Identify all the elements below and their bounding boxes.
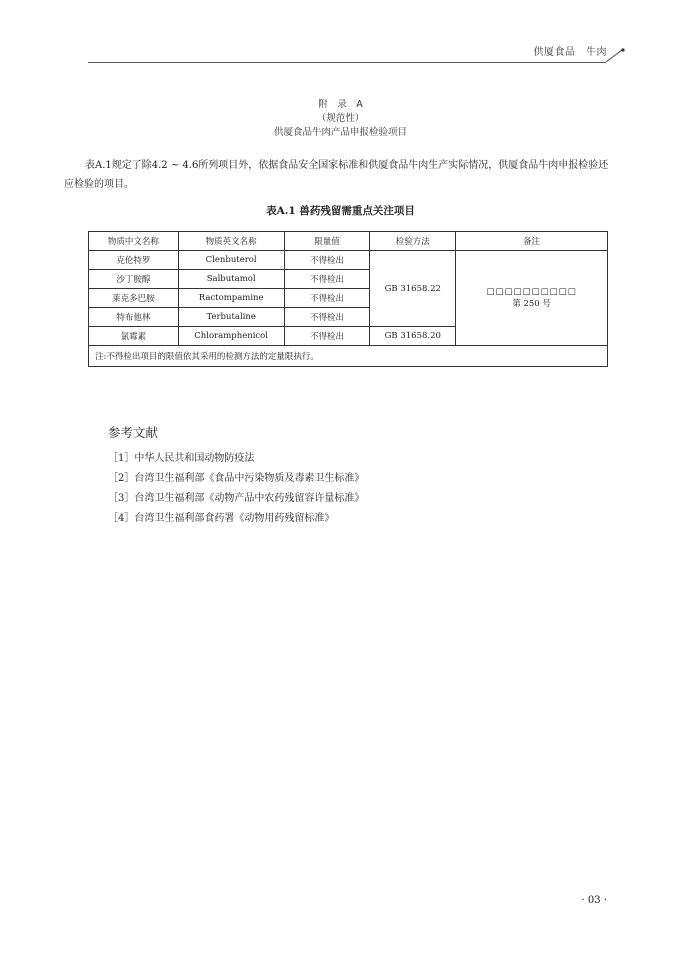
header-limit: 限量值 bbox=[284, 232, 370, 251]
table-note: 注:不得检出项目的限值依其采用的检测方法的定量限执行。 bbox=[89, 346, 608, 367]
cell-cn: 莱克多巴胺 bbox=[89, 289, 179, 308]
cell-cn: 沙丁胺醇 bbox=[89, 270, 179, 289]
cell-en: Ractompamine bbox=[178, 289, 284, 308]
reference-item: ［3］台湾卫生福利部《动物产品中农药残留容许量标准》 bbox=[108, 493, 365, 504]
cell-en: Clenbuterol bbox=[178, 251, 284, 270]
header-title: 供厦食品 牛肉 bbox=[533, 47, 607, 58]
cell-method: GB 31658.20 bbox=[370, 327, 456, 346]
header-slash-decoration bbox=[604, 48, 626, 63]
cell-limit: 不得检出 bbox=[284, 270, 370, 289]
appendix-title: 供厦食品牛肉产品申报检验项目 bbox=[273, 127, 407, 138]
cell-limit: 不得检出 bbox=[284, 308, 370, 327]
table-header-row bbox=[89, 232, 608, 251]
table-note-row bbox=[89, 346, 608, 367]
header-method: 检验方法 bbox=[370, 232, 456, 251]
appendix-normative: （规范性） bbox=[316, 113, 365, 124]
cell-cn: 氯霉素 bbox=[89, 327, 179, 346]
reference-item: ［2］台湾卫生福利部《食品中污染物质及毒素卫生标准》 bbox=[108, 473, 365, 484]
references-title: 参考文献 bbox=[108, 425, 159, 440]
appendix-label: 附 录 A bbox=[318, 99, 363, 110]
header-remark: 备注 bbox=[456, 232, 608, 251]
table-title: 表A.1 兽药残留需重点关注项目 bbox=[266, 205, 415, 217]
table-row bbox=[89, 251, 608, 270]
references-list bbox=[108, 449, 364, 529]
cell-limit: 不得检出 bbox=[284, 289, 370, 308]
intro-paragraph: 表A.1规定了除4.2 ~ 4.6所列项目外，依据食品安全国家标准和供厦食品牛肉生产实际情况，供厦食品牛肉申报检验还应检验的项目。 bbox=[64, 160, 609, 190]
reference-item: ［1］中华人民共和国动物防疫法 bbox=[108, 453, 255, 464]
cell-en: Chloramphenicol bbox=[178, 327, 284, 346]
cell-method-merged: GB 31658.22 bbox=[370, 251, 456, 327]
cell-en: Terbutaline bbox=[178, 308, 284, 327]
cell-limit: 不得检出 bbox=[284, 251, 370, 270]
header-rule bbox=[88, 62, 606, 63]
cell-limit: 不得检出 bbox=[284, 327, 370, 346]
cell-en: Salbutamol bbox=[178, 270, 284, 289]
header-cn-name: 物质中文名称 bbox=[89, 232, 179, 251]
remark-line-1: □□□□□□□□□□ bbox=[486, 287, 577, 297]
page-number: · 03 · bbox=[581, 895, 607, 906]
drug-residue-table bbox=[88, 231, 608, 367]
cell-cn: 克伦特罗 bbox=[89, 251, 179, 270]
header-en-name: 物质英文名称 bbox=[178, 232, 284, 251]
cell-cn: 特布他林 bbox=[89, 308, 179, 327]
reference-item: ［4］台湾卫生福利部食药署《动物用药残留标准》 bbox=[108, 513, 335, 524]
cell-remark-merged bbox=[456, 251, 608, 346]
remark-line-2: 第 250 号 bbox=[512, 299, 551, 309]
